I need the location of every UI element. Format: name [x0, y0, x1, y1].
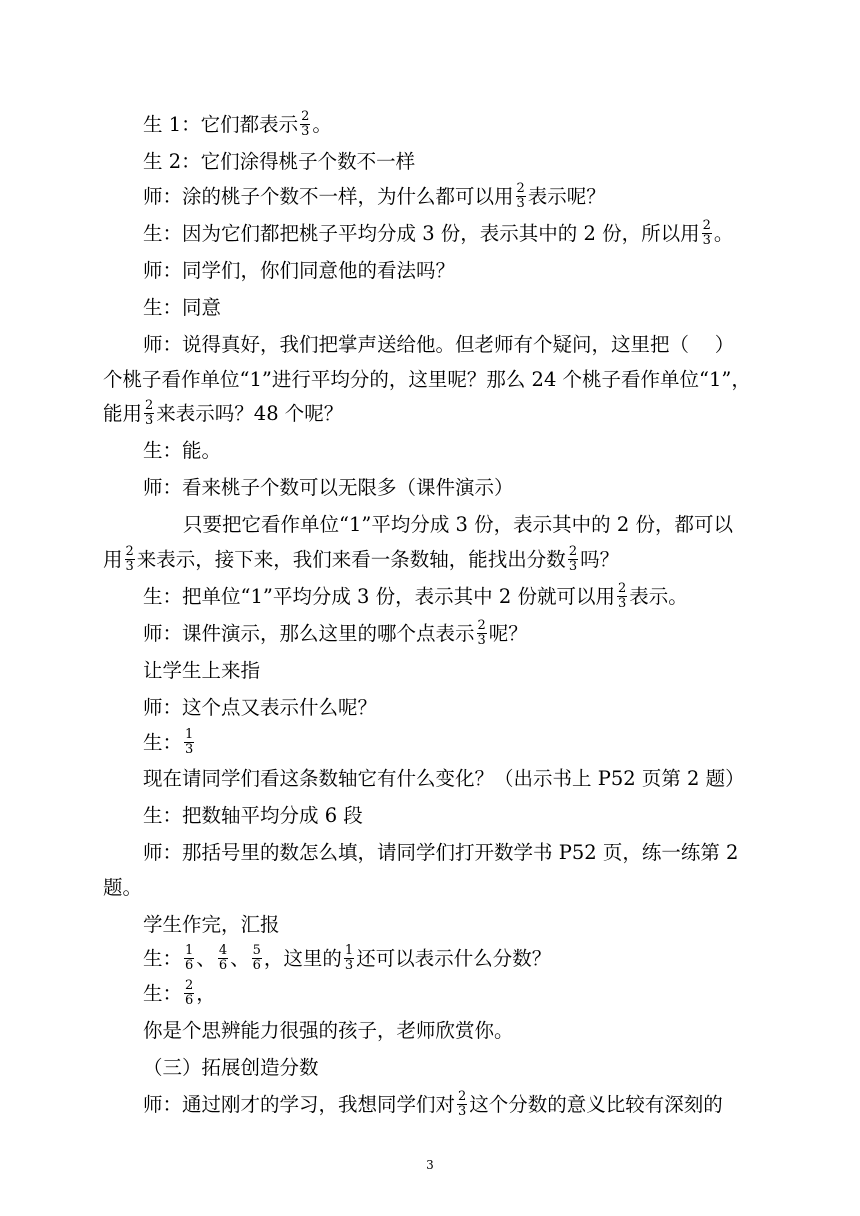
text-line	[0, 430, 860, 470]
text-line	[0, 576, 860, 616]
fraction	[184, 944, 194, 973]
text-line	[0, 938, 860, 978]
text-segment: 学生作完，汇报	[143, 912, 280, 936]
text-segment: 表示呢？	[527, 184, 606, 208]
fraction	[252, 944, 262, 973]
fraction-denominator: 6	[218, 958, 228, 973]
text-segment: 生：把数轴平均分成 6 段	[143, 803, 363, 827]
fraction-numerator: 2	[477, 618, 486, 633]
fraction-numerator: 2	[568, 544, 578, 559]
text-segment: 生：能。	[143, 438, 222, 462]
fraction-denominator: 6	[185, 993, 194, 1008]
fraction-numerator: 5	[252, 943, 261, 958]
text-segment: 题。	[103, 875, 143, 899]
text-segment: 还可以表示什么分数？	[356, 946, 552, 970]
text-line	[0, 250, 860, 290]
text-line	[0, 973, 860, 1013]
fraction-denominator: 3	[125, 559, 134, 574]
page-number: 3	[426, 1158, 434, 1172]
fraction-numerator: 2	[516, 181, 525, 196]
text-segment: ，这里的	[263, 946, 342, 970]
text-segment: 用	[103, 547, 123, 571]
fraction-numerator: 1	[344, 943, 354, 958]
text-segment: 你是个思辨能力很强的孩子，老师欣赏你。	[143, 1018, 514, 1042]
text-segment: 师：课件演示，那么这里的哪个点表示	[143, 621, 475, 645]
text-segment: 师：看来桃子个数可以无限多（课件演示）	[143, 475, 514, 499]
text-segment: 生：因为它们都把桃子平均分成 3 份，表示其中的 2 份，所以用	[143, 221, 700, 245]
text-segment: 师：通过刚才的学习，我想同学们对	[143, 1092, 456, 1116]
fraction	[477, 619, 487, 648]
fraction-denominator: 3	[185, 742, 194, 757]
text-segment: 生：	[143, 946, 183, 970]
text-segment: 。	[713, 221, 734, 245]
text-line	[0, 795, 860, 835]
text-segment: 师：同学们，你们同意他的看法吗？	[143, 258, 456, 282]
text-line	[0, 1010, 860, 1050]
fraction-denominator: 3	[145, 413, 154, 428]
text-segment: 个桃子看作单位“1”进行平均分的，这里呢？那么 24 个桃子看作单位“1”，	[103, 367, 751, 391]
text-line	[0, 650, 860, 690]
text-segment: 师：涂的桃子个数不一样，为什么都可以用	[143, 184, 514, 208]
fraction	[218, 944, 228, 973]
fraction	[144, 399, 154, 428]
fraction-denominator: 3	[568, 559, 578, 574]
fraction	[568, 545, 578, 574]
fraction-denominator: 3	[458, 1104, 467, 1119]
text-segment: （三）拓展创造分数	[143, 1055, 319, 1079]
fraction-numerator: 2	[185, 978, 194, 993]
fraction	[617, 582, 627, 611]
text-line	[0, 213, 860, 253]
fraction-denominator: 3	[477, 633, 486, 648]
fraction	[702, 219, 712, 248]
text-line	[0, 1084, 860, 1124]
text-segment: ，	[196, 981, 216, 1005]
text-segment: 师：那括号里的数怎么填，请同学们打开数学书 P52 页，练一练第 2	[143, 840, 739, 864]
fraction-numerator: 4	[218, 943, 228, 958]
fraction-numerator: 1	[185, 727, 194, 742]
fraction-denominator: 3	[702, 233, 711, 248]
fraction	[125, 545, 135, 574]
text-segment: 只要把它看作单位“1”平均分成 3 份，表示其中的 2 份，都可以	[183, 512, 733, 536]
text-segment: 、	[196, 946, 216, 970]
text-line	[0, 393, 860, 433]
text-line	[0, 324, 860, 364]
fraction-denominator: 3	[516, 196, 525, 211]
text-line	[0, 613, 860, 653]
text-segment: 来表示吗？48 个呢？	[156, 401, 344, 425]
text-segment: 吗？	[580, 547, 620, 571]
fraction	[184, 979, 194, 1008]
text-segment: 师：这个点又表示什么呢？	[143, 695, 378, 719]
text-line	[0, 758, 860, 798]
fraction-denominator: 3	[301, 124, 310, 139]
fraction-numerator: 1	[185, 943, 194, 958]
text-line	[0, 867, 860, 907]
fraction	[457, 1090, 467, 1119]
text-line	[0, 722, 860, 762]
fraction-numerator: 2	[617, 581, 627, 596]
fraction-numerator: 2	[301, 109, 310, 124]
fraction	[300, 110, 310, 139]
fraction-denominator: 3	[344, 958, 354, 973]
text-line	[0, 539, 860, 579]
fraction-denominator: 3	[617, 596, 627, 611]
fraction-numerator: 2	[702, 218, 711, 233]
text-segment: 生：	[143, 981, 183, 1005]
fraction	[516, 182, 526, 211]
text-line	[0, 1047, 860, 1087]
text-segment: 让学生上来指	[143, 658, 261, 682]
text-line	[0, 287, 860, 327]
text-segment: 生：	[143, 730, 183, 754]
text-line	[0, 141, 860, 181]
fraction-numerator: 2	[458, 1089, 467, 1104]
text-line	[0, 687, 860, 727]
text-segment: 生 1：它们都表示	[143, 112, 299, 136]
text-segment: 这个分数的意义比较有深刻的	[469, 1092, 723, 1116]
text-segment: 来表示，接下来，我们来看一条数轴，能找出分数	[136, 547, 566, 571]
text-segment: 师：说得真好，我们把掌声送给他。但老师有个疑问，这里把（ ）	[143, 332, 735, 356]
fraction-numerator: 2	[145, 398, 154, 413]
text-segment: 。	[312, 112, 332, 136]
text-segment: 呢？	[488, 621, 528, 645]
fraction-numerator: 2	[125, 544, 134, 559]
text-segment: 、	[230, 946, 250, 970]
text-segment: 表示。	[629, 584, 688, 608]
text-line	[0, 504, 860, 544]
fraction-denominator: 6	[252, 958, 261, 973]
fraction	[184, 728, 194, 757]
fraction-denominator: 6	[185, 958, 194, 973]
text-line	[0, 176, 860, 216]
text-segment: 生：同意	[143, 295, 222, 319]
text-segment: 现在请同学们看这条数轴它有什么变化？（出示书上 P52 页第 2 题）	[143, 766, 745, 790]
text-line	[0, 467, 860, 507]
text-segment: 生：把单位“1”平均分成 3 份，表示其中 2 份就可以用	[143, 584, 615, 608]
fraction	[344, 944, 354, 973]
text-segment: 能用	[103, 401, 143, 425]
text-segment: 生 2：它们涂得桃子个数不一样	[143, 149, 416, 173]
text-line	[0, 832, 860, 872]
text-line	[0, 104, 860, 144]
